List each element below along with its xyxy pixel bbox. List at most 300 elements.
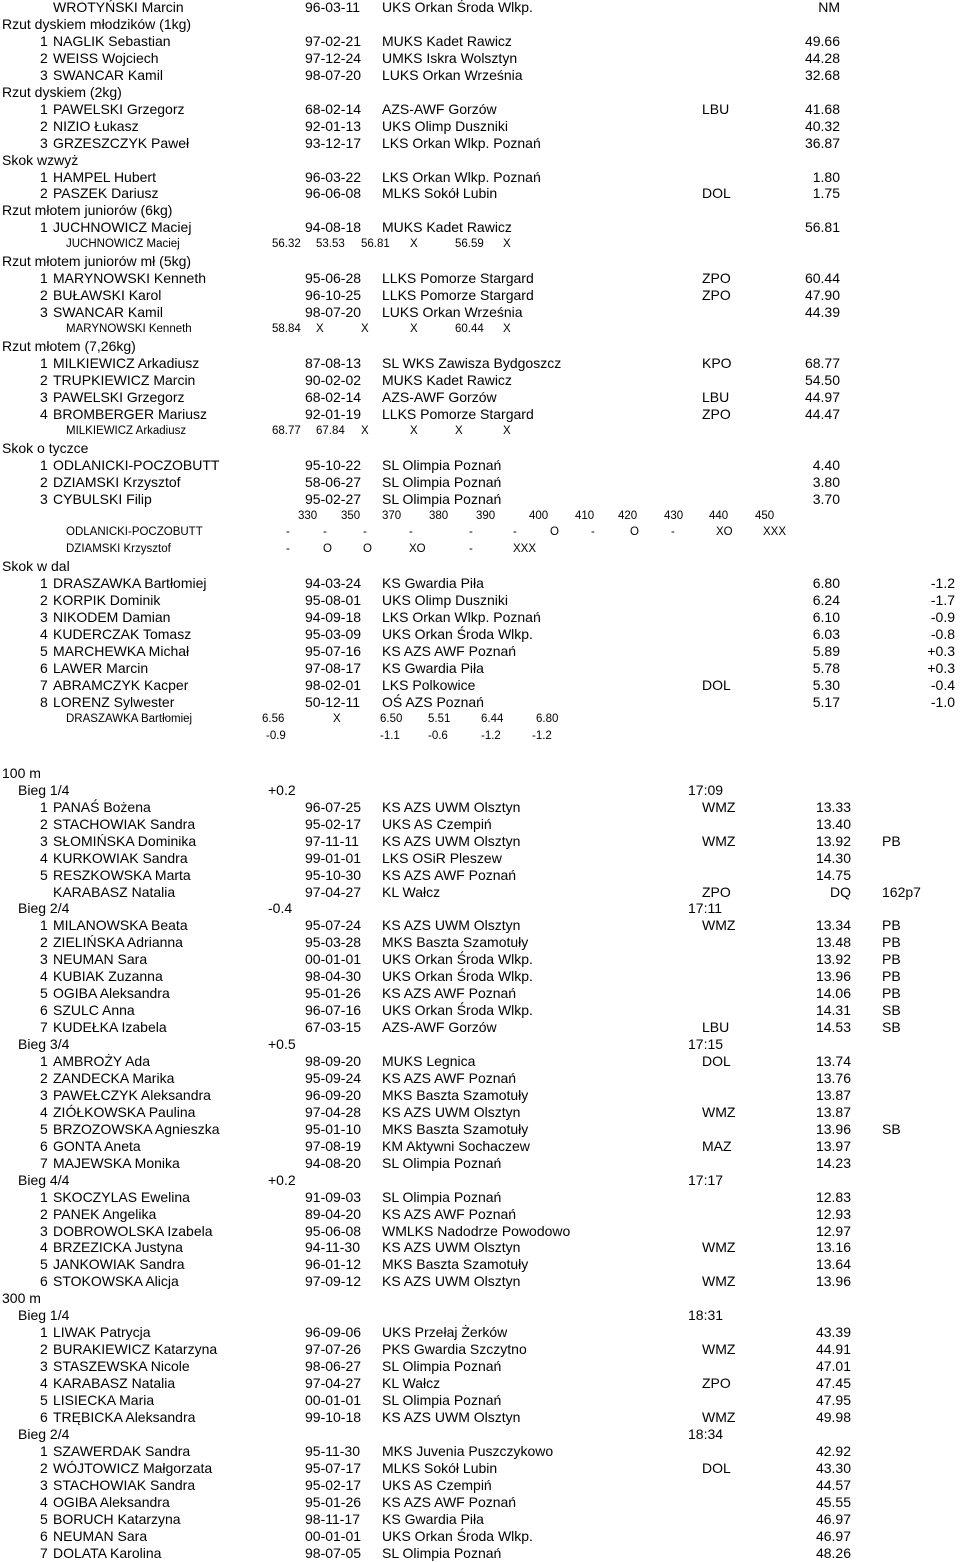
heat-header: [0, 900, 960, 917]
club-name: PKS Gwardia Szczytno: [382, 1341, 527, 1358]
heat-name: Bieg 3/4: [18, 1036, 70, 1052]
heat-header: [0, 1172, 960, 1189]
result-value: 13.96: [815, 968, 851, 985]
result-row: [0, 1223, 960, 1240]
athlete-name: AMBROŻY Ada: [53, 1053, 151, 1069]
athlete-name: LIWAK Patrycja: [53, 1324, 151, 1341]
result-row: [0, 575, 960, 592]
result-value: 14.53: [815, 1019, 851, 1036]
result-row: [0, 850, 960, 867]
club-name: LUKS Orkan Września: [382, 304, 523, 321]
birth-date: 98-07-20: [305, 66, 362, 83]
heat-name: Bieg 2/4: [18, 900, 70, 917]
heat-header: [0, 1036, 960, 1053]
birth-date: 95-03-28: [305, 934, 362, 951]
result-value: 40.32: [804, 117, 840, 134]
note: PB: [882, 917, 901, 934]
result-row: [0, 592, 960, 609]
result-row: [0, 169, 960, 186]
attempt-wind: -1.2: [532, 729, 552, 742]
birth-date: 95-07-16: [305, 643, 362, 660]
result-row: [0, 1273, 960, 1290]
club-name: UKS Olimp Duszniki: [382, 117, 509, 134]
heat-time: 18:31: [688, 1307, 724, 1324]
result-row: [0, 1002, 960, 1019]
result-row: [0, 1477, 960, 1494]
heat-time: 17:17: [688, 1171, 724, 1188]
result-row: [0, 609, 960, 626]
attempt: -: [286, 543, 290, 556]
event-header: [0, 765, 960, 782]
athlete-name: NIZIO Łukasz: [53, 117, 139, 134]
birth-date: 95-02-17: [305, 1476, 362, 1493]
place: 6: [40, 660, 48, 677]
birth-date: 94-08-18: [305, 219, 362, 236]
bar-height: 370: [382, 509, 402, 522]
region-code: WMZ: [702, 798, 736, 815]
birth-date: 97-11-11: [305, 832, 359, 849]
club-name: SL Olimpia Poznań: [382, 473, 502, 490]
series-athlete: JUCHNOWICZ Maciej: [66, 238, 180, 251]
club-name: MUKS Kadet Rawicz: [382, 371, 512, 388]
note: SB: [882, 1019, 901, 1036]
result-value: 1.75: [812, 185, 840, 202]
club-name: KS AZS UWM Olsztyn: [382, 832, 521, 849]
club-name: MKS Juvenia Puszczykowo: [382, 1442, 554, 1459]
place: 3: [40, 951, 48, 968]
heat-header: [0, 782, 960, 799]
note: PB: [882, 985, 901, 1002]
event-header: [0, 558, 960, 575]
place: 3: [40, 66, 48, 83]
attempt: 6.56: [262, 712, 285, 725]
place: 1: [40, 100, 48, 117]
birth-date: 67-03-15: [305, 1019, 362, 1036]
athlete-name: SZULC Anna: [53, 1002, 135, 1019]
athlete-name: CYBULSKI Filip: [53, 490, 152, 507]
result-value: 13.48: [815, 934, 851, 951]
birth-date: 92-01-13: [305, 117, 362, 134]
club-name: LKS Orkan Wlkp. Poznań: [382, 609, 541, 626]
result-row: [0, 1104, 960, 1121]
result-row: [0, 1019, 960, 1036]
place: 1: [40, 168, 48, 185]
birth-date: 98-09-20: [305, 1053, 362, 1069]
club-name: AZS-AWF Gorzów: [382, 100, 497, 117]
place: 3: [40, 832, 48, 849]
result-value: 13.33: [815, 798, 851, 815]
club-name: AZS-AWF Gorzów: [382, 1019, 497, 1036]
athlete-name: KUDERCZAK Tomasz: [53, 626, 192, 643]
region-code: LBU: [702, 1019, 730, 1036]
athlete-name: MARYNOWSKI Kenneth: [53, 270, 207, 287]
place: 3: [40, 388, 48, 405]
place: 1: [40, 270, 48, 287]
place: 5: [40, 1256, 48, 1273]
heat-time: 17:15: [688, 1036, 724, 1052]
attempt-wind: -1.1: [380, 729, 400, 742]
result-value: 14.23: [815, 1154, 851, 1171]
club-name: SL Olimpia Poznań: [382, 1154, 502, 1171]
birth-date: 96-03-11: [305, 0, 361, 15]
place: 1: [40, 1188, 48, 1205]
club-name: LLKS Pomorze Stargard: [382, 287, 534, 304]
result-row: [0, 1545, 960, 1562]
club-name: LKS Polkowice: [382, 677, 476, 693]
place: 2: [40, 1069, 48, 1086]
club-name: LKS Orkan Wlkp. Poznań: [382, 134, 541, 151]
event-header: [0, 16, 960, 33]
region-code: WMZ: [702, 832, 736, 849]
athlete-name: KUBIAK Zuzanna: [53, 968, 163, 985]
place: 6: [40, 1002, 48, 1019]
athlete-name: SZAWERDAK Sandra: [53, 1442, 191, 1459]
club-name: KS AZS UWM Olsztyn: [382, 1103, 521, 1120]
club-name: SL Olimpia Poznań: [382, 1544, 502, 1561]
club-name: KS AZS AWF Poznań: [382, 866, 517, 883]
region-code: DOL: [702, 677, 731, 693]
result-value: 6.80: [812, 575, 840, 592]
club-name: UKS AS Czempiń: [382, 1476, 492, 1493]
place: 4: [40, 968, 48, 985]
result-value: 4.40: [812, 456, 840, 473]
place: 1: [40, 354, 48, 371]
result-row: [0, 355, 960, 372]
attempt: -: [469, 543, 473, 556]
result-row: [0, 816, 960, 833]
attempt: 6.80: [536, 712, 559, 725]
place: 2: [40, 1205, 48, 1222]
event-title: Skok wzwyż: [2, 151, 79, 168]
note: SB: [882, 1002, 901, 1019]
athlete-name: PANAŚ Bożena: [53, 798, 151, 815]
birth-date: 00-01-01: [305, 1527, 362, 1544]
result-value: 13.97: [815, 1137, 851, 1154]
result-row: [0, 694, 960, 711]
result-value: 13.64: [815, 1256, 851, 1273]
birth-date: 95-07-17: [305, 1459, 362, 1476]
place: 3: [40, 304, 48, 321]
birth-date: 87-08-13: [305, 354, 362, 371]
result-row: [0, 1392, 960, 1409]
club-name: KL Wałcz: [382, 1375, 441, 1391]
place: 2: [40, 473, 48, 490]
result-value: 14.75: [815, 866, 851, 883]
place: 3: [40, 490, 48, 507]
heat-header: [0, 1307, 960, 1324]
athlete-name: MAJEWSKA Monika: [53, 1154, 180, 1171]
result-row: [0, 1443, 960, 1460]
place: 1: [40, 219, 48, 236]
birth-date: 95-09-24: [305, 1069, 362, 1086]
result-value: 13.40: [815, 815, 851, 832]
note: PB: [882, 968, 901, 985]
athlete-name: KURKOWIAK Sandra: [53, 849, 188, 866]
result-value: 47.90: [804, 287, 840, 304]
birth-date: 94-09-18: [305, 609, 362, 626]
birth-date: 96-09-20: [305, 1086, 362, 1103]
birth-date: 95-03-09: [305, 626, 362, 643]
attempt: XO: [716, 526, 733, 539]
heights-row: [0, 508, 960, 525]
birth-date: 97-08-19: [305, 1137, 362, 1154]
athlete-name: PANEK Angelika: [53, 1205, 157, 1222]
club-name: KS AZS AWF Poznań: [382, 643, 517, 660]
club-name: KS Gwardia Piła: [382, 1510, 484, 1527]
place: 5: [40, 866, 48, 883]
event-header: [0, 338, 960, 355]
result-value: 47.95: [815, 1392, 851, 1408]
heat-wind: +0.2: [268, 1171, 296, 1188]
attempt: X: [410, 424, 418, 437]
heat-name: Bieg 4/4: [18, 1171, 70, 1188]
club-name: WMLKS Nadodrze Powodowo: [382, 1222, 571, 1239]
region-code: DOL: [702, 185, 731, 202]
birth-date: 94-11-30: [305, 1239, 361, 1256]
result-row: [0, 1256, 960, 1273]
club-name: LLKS Pomorze Stargard: [382, 270, 534, 287]
attempt: 5.51: [428, 712, 451, 725]
athlete-name: ABRAMCZYK Kacper: [53, 677, 189, 693]
result-value: 47.01: [815, 1358, 851, 1375]
series-athlete: MARYNOWSKI Kenneth: [66, 323, 192, 335]
place: 4: [40, 849, 48, 866]
athlete-name: DOBROWOLSKA Izabela: [53, 1222, 213, 1239]
result-value: NM: [818, 0, 840, 15]
club-name: KL Wałcz: [382, 883, 441, 900]
birth-date: 98-04-30: [305, 968, 362, 985]
birth-date: 00-01-01: [305, 1392, 362, 1408]
event-title: Rzut dyskiem (2kg): [2, 83, 122, 100]
club-name: KS AZS UWM Olsztyn: [382, 917, 521, 934]
athlete-name: DZIAMSKI Krzysztof: [53, 473, 181, 490]
result-value: 32.68: [804, 66, 840, 83]
bar-height: 330: [298, 509, 318, 522]
club-name: LKS Orkan Wlkp. Poznań: [382, 168, 541, 185]
result-value: 6.03: [812, 626, 840, 643]
attempts-row: [0, 524, 960, 541]
result-value: 5.89: [812, 643, 840, 660]
result-value: 68.77: [804, 354, 840, 371]
birth-date: 97-04-28: [305, 1103, 362, 1120]
place: 1: [40, 575, 48, 592]
attempt: X: [503, 323, 511, 335]
result-row: [0, 1189, 960, 1206]
region-code: WMZ: [702, 917, 736, 934]
athlete-name: SŁOMIŃSKA Dominika: [53, 832, 197, 849]
result-value: 54.50: [804, 371, 840, 388]
athlete-name: JANKOWIAK Sandra: [53, 1256, 185, 1273]
athlete-name: LAWER Marcin: [53, 660, 149, 677]
result-value: 12.93: [815, 1205, 851, 1222]
club-name: SL Olimpia Poznań: [382, 1358, 502, 1375]
attempt: 68.77: [272, 424, 301, 437]
result-value: 1.80: [812, 168, 840, 185]
result-row: [0, 1341, 960, 1358]
birth-date: 68-02-14: [305, 388, 362, 405]
birth-date: 99-01-01: [305, 849, 362, 866]
result-row: [0, 833, 960, 850]
birth-date: 92-01-19: [305, 405, 362, 422]
place: 2: [40, 934, 48, 951]
bar-height: 450: [755, 509, 775, 522]
event-title: 300 m: [2, 1290, 41, 1307]
result-row: [0, 1375, 960, 1392]
birth-date: 95-01-10: [305, 1120, 362, 1137]
club-name: MUKS Legnica: [382, 1053, 476, 1069]
athlete-name: WROTYŃSKI Marcin: [53, 0, 184, 15]
event-header: [0, 202, 960, 219]
result-row: [0, 867, 960, 884]
athlete-name: DOLATA Karolina: [53, 1544, 162, 1561]
athlete-name: GRZESZCZYK Paweł: [53, 134, 190, 151]
club-name: KS Gwardia Piła: [382, 660, 484, 677]
birth-date: 97-02-21: [305, 32, 362, 49]
result-row: [0, 985, 960, 1002]
athlete-name: BORUCH Katarzyna: [53, 1510, 181, 1527]
athlete-name: WÓJTOWICZ Małgorzata: [53, 1459, 213, 1476]
athlete-name: KARABASZ Natalia: [53, 883, 176, 900]
attempt: X: [410, 323, 418, 335]
birth-date: 96-01-12: [305, 1256, 362, 1273]
birth-date: 97-12-24: [305, 49, 362, 66]
series-athlete: ODLANICKI-POCZOBUTT: [66, 526, 203, 539]
result-row: [0, 389, 960, 406]
result-value: 44.57: [815, 1476, 851, 1493]
club-name: KS AZS AWF Poznań: [382, 1205, 517, 1222]
event-title: Rzut młotem (7,26kg): [2, 338, 136, 354]
attempt: XO: [409, 543, 426, 556]
club-name: KS Gwardia Piła: [382, 575, 484, 592]
result-row: [0, 118, 960, 135]
place: 7: [40, 677, 48, 693]
club-name: KS AZS UWM Olsztyn: [382, 1239, 521, 1256]
club-name: KS AZS AWF Poznań: [382, 1069, 517, 1086]
attempt: X: [503, 424, 511, 437]
club-name: SL Olimpia Poznań: [382, 1392, 502, 1408]
result-value: 48.26: [815, 1544, 851, 1561]
wind-value: +0.3: [927, 660, 955, 677]
birth-date: 93-12-17: [305, 134, 362, 151]
place: 1: [40, 456, 48, 473]
birth-date: 98-07-05: [305, 1544, 362, 1561]
result-value: 12.83: [815, 1188, 851, 1205]
birth-date: 96-07-25: [305, 798, 362, 815]
place: 5: [40, 1392, 48, 1408]
result-row: [0, 270, 960, 287]
result-row: [0, 1087, 960, 1104]
club-name: MLKS Sokół Lubin: [382, 1459, 498, 1476]
wind-value: -0.8: [930, 626, 955, 643]
place: 4: [40, 626, 48, 643]
club-name: KS AZS UWM Olsztyn: [382, 1408, 521, 1425]
athlete-name: MILKIEWICZ Arkadiusz: [53, 354, 200, 371]
club-name: KS AZS UWM Olsztyn: [382, 1273, 521, 1290]
attempt: 56.81: [361, 238, 390, 251]
bar-height: 400: [529, 509, 549, 522]
birth-date: 95-08-01: [305, 592, 362, 609]
event-header: [0, 152, 960, 169]
birth-date: 97-07-26: [305, 1341, 362, 1358]
event-title: Rzut młotem juniorów (6kg): [2, 202, 173, 219]
athlete-name: MARCHEWKA Michał: [53, 643, 190, 660]
note: 162p7: [882, 883, 921, 900]
result-row: [0, 968, 960, 985]
athlete-name: ODLANICKI-POCZOBUTT: [53, 456, 220, 473]
event-header: [0, 1290, 960, 1307]
athlete-name: OGIBA Aleksandra: [53, 985, 170, 1002]
athlete-name: PAWEŁCZYK Aleksandra: [53, 1086, 211, 1103]
result-value: 43.39: [815, 1324, 851, 1341]
attempt: X: [361, 424, 369, 437]
attempt: X: [333, 712, 341, 725]
place: 7: [40, 1154, 48, 1171]
athlete-name: RESZKOWSKA Marta: [53, 866, 191, 883]
birth-date: 96-10-25: [305, 287, 362, 304]
attempt: X: [455, 424, 463, 437]
region-code: ZPO: [702, 287, 731, 304]
region-code: WMZ: [702, 1103, 736, 1120]
athlete-name: STOKOWSKA Alicja: [53, 1273, 179, 1290]
result-row: [0, 287, 960, 304]
attempt: -: [286, 526, 290, 539]
note: SB: [882, 1120, 901, 1137]
heat-name: Bieg 1/4: [18, 1307, 70, 1324]
athlete-name: SWANCAR Kamil: [53, 304, 163, 321]
athlete-name: GONTA Aneta: [53, 1137, 141, 1154]
athlete-name: NIKODEM Damian: [53, 609, 171, 626]
result-row: [0, 1460, 960, 1477]
place: 4: [40, 405, 48, 422]
event-title: Skok o tyczce: [2, 439, 89, 456]
athlete-name: NEUMAN Sara: [53, 1527, 148, 1544]
club-name: SL Olimpia Poznań: [382, 490, 502, 507]
attempt: -: [409, 526, 413, 539]
athlete-name: STACHOWIAK Sandra: [53, 815, 196, 832]
place: 7: [40, 1019, 48, 1036]
club-name: SL Olimpia Poznań: [382, 1188, 502, 1205]
place: 2: [40, 371, 48, 388]
club-name: KS AZS AWF Poznań: [382, 985, 517, 1002]
result-value: 13.76: [815, 1069, 851, 1086]
result-row: [0, 1358, 960, 1375]
birth-date: 97-04-27: [305, 1375, 362, 1391]
result-row: [0, 304, 960, 321]
club-name: UKS Orkan Środa Wlkp.: [382, 0, 533, 15]
club-name: SL WKS Zawisza Bydgoszcz: [382, 354, 562, 371]
birth-date: 95-11-30: [305, 1442, 361, 1459]
result-row: [0, 951, 960, 968]
athlete-name: KUDEŁKA Izabela: [53, 1019, 167, 1036]
attempt: X: [361, 323, 369, 335]
birth-date: 68-02-14: [305, 100, 362, 117]
result-value: 42.92: [815, 1442, 851, 1459]
club-name: MLKS Sokół Lubin: [382, 185, 498, 202]
place: 3: [40, 1086, 48, 1103]
birth-date: 96-06-08: [305, 185, 362, 202]
club-name: MKS Baszta Szamotuły: [382, 1120, 529, 1137]
birth-date: 95-06-28: [305, 270, 362, 287]
club-name: OŚ AZS Poznań: [382, 694, 484, 710]
club-name: LKS OSiR Pleszew: [382, 849, 502, 866]
birth-date: 98-02-01: [305, 677, 362, 693]
result-row: [0, 1494, 960, 1511]
club-name: KM Aktywni Sochaczew: [382, 1137, 530, 1154]
place: 3: [40, 609, 48, 626]
event-title: Rzut młotem juniorów mł (5kg): [2, 253, 192, 270]
result-row: [0, 934, 960, 951]
event-header: [0, 84, 960, 101]
